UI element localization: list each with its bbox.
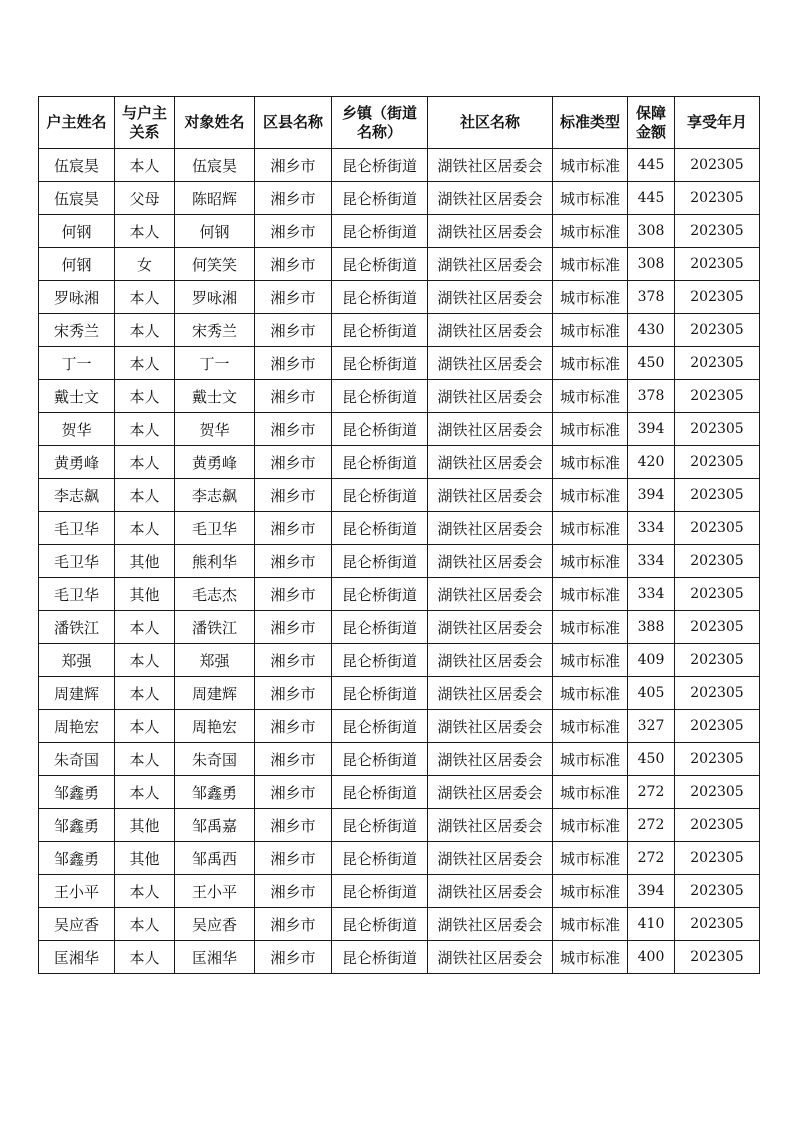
- cell-county: 湘乡市: [255, 545, 332, 578]
- cell-standard-type: 城市标准: [553, 380, 628, 413]
- cell-recipient-name: 匡湘华: [175, 941, 255, 974]
- cell-community: 湖铁社区居委会: [428, 512, 553, 545]
- cell-township: 昆仑桥街道: [332, 347, 428, 380]
- cell-standard-type: 城市标准: [553, 545, 628, 578]
- cell-township: 昆仑桥街道: [332, 281, 428, 314]
- cell-period: 202305: [675, 149, 760, 182]
- table-row: [39, 347, 760, 380]
- table-row: [39, 611, 760, 644]
- cell-county: 湘乡市: [255, 842, 332, 875]
- table-row: [39, 314, 760, 347]
- table-row: [39, 248, 760, 281]
- cell-county: 湘乡市: [255, 248, 332, 281]
- cell-relation: 本人: [115, 479, 175, 512]
- cell-household-head: 邹鑫勇: [39, 809, 115, 842]
- cell-county: 湘乡市: [255, 743, 332, 776]
- cell-recipient-name: 何钢: [175, 215, 255, 248]
- cell-period: 202305: [675, 809, 760, 842]
- cell-period: 202305: [675, 842, 760, 875]
- cell-amount: 334: [628, 545, 675, 578]
- cell-period: 202305: [675, 479, 760, 512]
- cell-township: 昆仑桥街道: [332, 380, 428, 413]
- cell-township: 昆仑桥街道: [332, 578, 428, 611]
- cell-relation: 本人: [115, 446, 175, 479]
- cell-county: 湘乡市: [255, 776, 332, 809]
- cell-community: 湖铁社区居委会: [428, 611, 553, 644]
- cell-recipient-name: 宋秀兰: [175, 314, 255, 347]
- cell-household-head: 贺华: [39, 413, 115, 446]
- cell-relation: 本人: [115, 908, 175, 941]
- cell-period: 202305: [675, 941, 760, 974]
- table-row: [39, 446, 760, 479]
- cell-relation: 本人: [115, 149, 175, 182]
- cell-community: 湖铁社区居委会: [428, 644, 553, 677]
- cell-standard-type: 城市标准: [553, 941, 628, 974]
- cell-relation: 本人: [115, 314, 175, 347]
- cell-county: 湘乡市: [255, 281, 332, 314]
- cell-household-head: 戴士文: [39, 380, 115, 413]
- table-row: [39, 842, 760, 875]
- table-row: [39, 182, 760, 215]
- header-relation: [115, 97, 175, 149]
- cell-amount: 394: [628, 479, 675, 512]
- cell-township: 昆仑桥街道: [332, 479, 428, 512]
- cell-period: 202305: [675, 446, 760, 479]
- cell-recipient-name: 熊利华: [175, 545, 255, 578]
- cell-township: 昆仑桥街道: [332, 182, 428, 215]
- cell-standard-type: 城市标准: [553, 842, 628, 875]
- cell-township: 昆仑桥街道: [332, 512, 428, 545]
- cell-household-head: 何钢: [39, 215, 115, 248]
- cell-relation: 本人: [115, 776, 175, 809]
- header-row: [39, 97, 760, 149]
- header-amount: [628, 97, 675, 149]
- cell-recipient-name: 周艳宏: [175, 710, 255, 743]
- header-community: 社区名称: [428, 97, 553, 149]
- cell-recipient-name: 伍宸昊: [175, 149, 255, 182]
- cell-period: 202305: [675, 545, 760, 578]
- cell-period: 202305: [675, 743, 760, 776]
- cell-period: 202305: [675, 314, 760, 347]
- cell-period: 202305: [675, 710, 760, 743]
- cell-relation: 女: [115, 248, 175, 281]
- cell-community: 湖铁社区居委会: [428, 743, 553, 776]
- header-township-line1: 乡镇（街道: [341, 103, 417, 122]
- cell-standard-type: 城市标准: [553, 578, 628, 611]
- table-row: [39, 479, 760, 512]
- cell-amount: 400: [628, 941, 675, 974]
- cell-township: 昆仑桥街道: [332, 875, 428, 908]
- cell-recipient-name: 李志飙: [175, 479, 255, 512]
- cell-relation: 本人: [115, 380, 175, 413]
- cell-standard-type: 城市标准: [553, 182, 628, 215]
- cell-period: 202305: [675, 611, 760, 644]
- table-row: [39, 809, 760, 842]
- cell-amount: 420: [628, 446, 675, 479]
- cell-recipient-name: 王小平: [175, 875, 255, 908]
- cell-county: 湘乡市: [255, 446, 332, 479]
- cell-standard-type: 城市标准: [553, 710, 628, 743]
- cell-community: 湖铁社区居委会: [428, 413, 553, 446]
- cell-period: 202305: [675, 248, 760, 281]
- cell-township: 昆仑桥街道: [332, 908, 428, 941]
- cell-recipient-name: 郑强: [175, 644, 255, 677]
- table-row: [39, 413, 760, 446]
- cell-recipient-name: 邹禹嘉: [175, 809, 255, 842]
- table-row: [39, 149, 760, 182]
- cell-relation: 其他: [115, 842, 175, 875]
- cell-recipient-name: 潘铁江: [175, 611, 255, 644]
- cell-amount: 445: [628, 182, 675, 215]
- cell-township: 昆仑桥街道: [332, 215, 428, 248]
- cell-relation: 父母: [115, 182, 175, 215]
- cell-recipient-name: 贺华: [175, 413, 255, 446]
- cell-recipient-name: 朱奇国: [175, 743, 255, 776]
- header-county: 区县名称: [255, 97, 332, 149]
- cell-community: 湖铁社区居委会: [428, 215, 553, 248]
- cell-amount: 272: [628, 842, 675, 875]
- cell-community: 湖铁社区居委会: [428, 908, 553, 941]
- cell-period: 202305: [675, 776, 760, 809]
- cell-community: 湖铁社区居委会: [428, 149, 553, 182]
- cell-period: 202305: [675, 281, 760, 314]
- header-amount-text: [636, 104, 666, 142]
- cell-standard-type: 城市标准: [553, 743, 628, 776]
- cell-standard-type: 城市标准: [553, 908, 628, 941]
- cell-standard-type: 城市标准: [553, 413, 628, 446]
- cell-county: 湘乡市: [255, 611, 332, 644]
- cell-relation: 本人: [115, 710, 175, 743]
- cell-community: 湖铁社区居委会: [428, 578, 553, 611]
- cell-relation: 本人: [115, 413, 175, 446]
- cell-standard-type: 城市标准: [553, 611, 628, 644]
- cell-recipient-name: 邹禹西: [175, 842, 255, 875]
- cell-township: 昆仑桥街道: [332, 677, 428, 710]
- cell-household-head: 潘铁江: [39, 611, 115, 644]
- cell-period: 202305: [675, 875, 760, 908]
- cell-household-head: 邹鑫勇: [39, 842, 115, 875]
- cell-township: 昆仑桥街道: [332, 446, 428, 479]
- cell-township: 昆仑桥街道: [332, 644, 428, 677]
- table-row: [39, 215, 760, 248]
- cell-amount: 405: [628, 677, 675, 710]
- cell-household-head: 王小平: [39, 875, 115, 908]
- table-row: [39, 512, 760, 545]
- cell-standard-type: 城市标准: [553, 149, 628, 182]
- cell-period: 202305: [675, 512, 760, 545]
- cell-household-head: 朱奇国: [39, 743, 115, 776]
- table-row: [39, 776, 760, 809]
- cell-standard-type: 城市标准: [553, 314, 628, 347]
- header-amount-line2: 金额: [635, 122, 666, 141]
- cell-recipient-name: 何笑笑: [175, 248, 255, 281]
- table-row: [39, 908, 760, 941]
- cell-household-head: 何钢: [39, 248, 115, 281]
- cell-relation: 本人: [115, 644, 175, 677]
- cell-township: 昆仑桥街道: [332, 413, 428, 446]
- cell-county: 湘乡市: [255, 149, 332, 182]
- cell-amount: 394: [628, 875, 675, 908]
- table-row: [39, 644, 760, 677]
- cell-township: 昆仑桥街道: [332, 743, 428, 776]
- cell-county: 湘乡市: [255, 413, 332, 446]
- cell-county: 湘乡市: [255, 182, 332, 215]
- header-relation-text: [122, 104, 167, 142]
- cell-community: 湖铁社区居委会: [428, 875, 553, 908]
- cell-community: 湖铁社区居委会: [428, 776, 553, 809]
- table-row: [39, 578, 760, 611]
- cell-township: 昆仑桥街道: [332, 314, 428, 347]
- cell-relation: 本人: [115, 875, 175, 908]
- cell-amount: 378: [628, 380, 675, 413]
- cell-standard-type: 城市标准: [553, 281, 628, 314]
- cell-recipient-name: 丁一: [175, 347, 255, 380]
- table-row: [39, 380, 760, 413]
- cell-amount: 378: [628, 281, 675, 314]
- cell-county: 湘乡市: [255, 677, 332, 710]
- cell-household-head: 伍宸昊: [39, 182, 115, 215]
- beneficiary-table: [38, 96, 760, 974]
- cell-relation: 本人: [115, 611, 175, 644]
- cell-period: 202305: [675, 413, 760, 446]
- table-row: [39, 743, 760, 776]
- cell-county: 湘乡市: [255, 512, 332, 545]
- cell-standard-type: 城市标准: [553, 644, 628, 677]
- cell-township: 昆仑桥街道: [332, 149, 428, 182]
- header-recipient-name: 对象姓名: [175, 97, 255, 149]
- cell-community: 湖铁社区居委会: [428, 842, 553, 875]
- cell-community: 湖铁社区居委会: [428, 479, 553, 512]
- cell-household-head: 毛卫华: [39, 545, 115, 578]
- cell-relation: 其他: [115, 809, 175, 842]
- header-relation-line1: 与户主: [121, 103, 167, 122]
- cell-amount: 450: [628, 347, 675, 380]
- cell-standard-type: 城市标准: [553, 677, 628, 710]
- cell-standard-type: 城市标准: [553, 479, 628, 512]
- cell-county: 湘乡市: [255, 809, 332, 842]
- cell-relation: 本人: [115, 281, 175, 314]
- cell-community: 湖铁社区居委会: [428, 248, 553, 281]
- cell-amount: 272: [628, 809, 675, 842]
- cell-community: 湖铁社区居委会: [428, 347, 553, 380]
- cell-standard-type: 城市标准: [553, 248, 628, 281]
- cell-county: 湘乡市: [255, 314, 332, 347]
- cell-county: 湘乡市: [255, 578, 332, 611]
- header-relation-line2: 关系: [129, 122, 160, 141]
- cell-household-head: 宋秀兰: [39, 314, 115, 347]
- cell-amount: 388: [628, 611, 675, 644]
- cell-county: 湘乡市: [255, 479, 332, 512]
- cell-period: 202305: [675, 908, 760, 941]
- cell-recipient-name: 毛志杰: [175, 578, 255, 611]
- document-page: [38, 96, 759, 974]
- cell-household-head: 郑强: [39, 644, 115, 677]
- cell-township: 昆仑桥街道: [332, 248, 428, 281]
- cell-recipient-name: 邹鑫勇: [175, 776, 255, 809]
- cell-household-head: 黄勇峰: [39, 446, 115, 479]
- cell-recipient-name: 戴士文: [175, 380, 255, 413]
- cell-community: 湖铁社区居委会: [428, 446, 553, 479]
- cell-amount: 450: [628, 743, 675, 776]
- cell-household-head: 匡湘华: [39, 941, 115, 974]
- cell-standard-type: 城市标准: [553, 776, 628, 809]
- cell-recipient-name: 罗咏湘: [175, 281, 255, 314]
- cell-community: 湖铁社区居委会: [428, 380, 553, 413]
- cell-community: 湖铁社区居委会: [428, 710, 553, 743]
- cell-household-head: 毛卫华: [39, 578, 115, 611]
- cell-household-head: 罗咏湘: [39, 281, 115, 314]
- cell-county: 湘乡市: [255, 644, 332, 677]
- cell-household-head: 伍宸昊: [39, 149, 115, 182]
- cell-recipient-name: 黄勇峰: [175, 446, 255, 479]
- table-header: [39, 97, 760, 149]
- cell-period: 202305: [675, 182, 760, 215]
- cell-township: 昆仑桥街道: [332, 710, 428, 743]
- cell-community: 湖铁社区居委会: [428, 545, 553, 578]
- cell-community: 湖铁社区居委会: [428, 281, 553, 314]
- cell-township: 昆仑桥街道: [332, 776, 428, 809]
- table-body: [39, 149, 760, 974]
- cell-township: 昆仑桥街道: [332, 809, 428, 842]
- cell-relation: 其他: [115, 545, 175, 578]
- table-row: [39, 875, 760, 908]
- cell-community: 湖铁社区居委会: [428, 809, 553, 842]
- cell-community: 湖铁社区居委会: [428, 677, 553, 710]
- cell-recipient-name: 周建辉: [175, 677, 255, 710]
- cell-county: 湘乡市: [255, 380, 332, 413]
- cell-period: 202305: [675, 347, 760, 380]
- cell-period: 202305: [675, 215, 760, 248]
- cell-relation: 其他: [115, 578, 175, 611]
- cell-household-head: 吴应香: [39, 908, 115, 941]
- header-amount-line1: 保障: [635, 103, 666, 122]
- cell-amount: 410: [628, 908, 675, 941]
- cell-township: 昆仑桥街道: [332, 941, 428, 974]
- cell-amount: 334: [628, 512, 675, 545]
- cell-township: 昆仑桥街道: [332, 545, 428, 578]
- cell-township: 昆仑桥街道: [332, 842, 428, 875]
- cell-county: 湘乡市: [255, 215, 332, 248]
- cell-household-head: 毛卫华: [39, 512, 115, 545]
- cell-recipient-name: 陈昭辉: [175, 182, 255, 215]
- cell-standard-type: 城市标准: [553, 809, 628, 842]
- cell-community: 湖铁社区居委会: [428, 941, 553, 974]
- table-row: [39, 545, 760, 578]
- cell-relation: 本人: [115, 941, 175, 974]
- cell-recipient-name: 吴应香: [175, 908, 255, 941]
- cell-household-head: 邹鑫勇: [39, 776, 115, 809]
- header-period: 享受年月: [675, 97, 760, 149]
- cell-standard-type: 城市标准: [553, 512, 628, 545]
- cell-county: 湘乡市: [255, 908, 332, 941]
- table-row: [39, 941, 760, 974]
- cell-relation: 本人: [115, 215, 175, 248]
- cell-relation: 本人: [115, 512, 175, 545]
- cell-relation: 本人: [115, 677, 175, 710]
- cell-amount: 272: [628, 776, 675, 809]
- cell-amount: 430: [628, 314, 675, 347]
- cell-amount: 409: [628, 644, 675, 677]
- cell-household-head: 周建辉: [39, 677, 115, 710]
- cell-amount: 394: [628, 413, 675, 446]
- cell-community: 湖铁社区居委会: [428, 182, 553, 215]
- cell-recipient-name: 毛卫华: [175, 512, 255, 545]
- cell-county: 湘乡市: [255, 710, 332, 743]
- cell-amount: 308: [628, 215, 675, 248]
- cell-community: 湖铁社区居委会: [428, 314, 553, 347]
- cell-amount: 308: [628, 248, 675, 281]
- cell-household-head: 丁一: [39, 347, 115, 380]
- cell-standard-type: 城市标准: [553, 347, 628, 380]
- cell-household-head: 周艳宏: [39, 710, 115, 743]
- cell-county: 湘乡市: [255, 875, 332, 908]
- table-row: [39, 710, 760, 743]
- cell-county: 湘乡市: [255, 347, 332, 380]
- cell-county: 湘乡市: [255, 941, 332, 974]
- cell-household-head: 李志飙: [39, 479, 115, 512]
- cell-amount: 327: [628, 710, 675, 743]
- header-standard-type: 标准类型: [553, 97, 628, 149]
- cell-period: 202305: [675, 380, 760, 413]
- cell-relation: 本人: [115, 347, 175, 380]
- cell-period: 202305: [675, 677, 760, 710]
- table-row: [39, 677, 760, 710]
- table-row: [39, 281, 760, 314]
- cell-period: 202305: [675, 644, 760, 677]
- header-township-line2: 名称）: [356, 122, 402, 141]
- cell-standard-type: 城市标准: [553, 215, 628, 248]
- cell-amount: 445: [628, 149, 675, 182]
- cell-amount: 334: [628, 578, 675, 611]
- cell-standard-type: 城市标准: [553, 875, 628, 908]
- header-township-text: [342, 104, 417, 142]
- cell-township: 昆仑桥街道: [332, 611, 428, 644]
- header-township: [332, 97, 428, 149]
- cell-standard-type: 城市标准: [553, 446, 628, 479]
- cell-relation: 本人: [115, 743, 175, 776]
- cell-period: 202305: [675, 578, 760, 611]
- header-household-head: 户主姓名: [39, 97, 115, 149]
